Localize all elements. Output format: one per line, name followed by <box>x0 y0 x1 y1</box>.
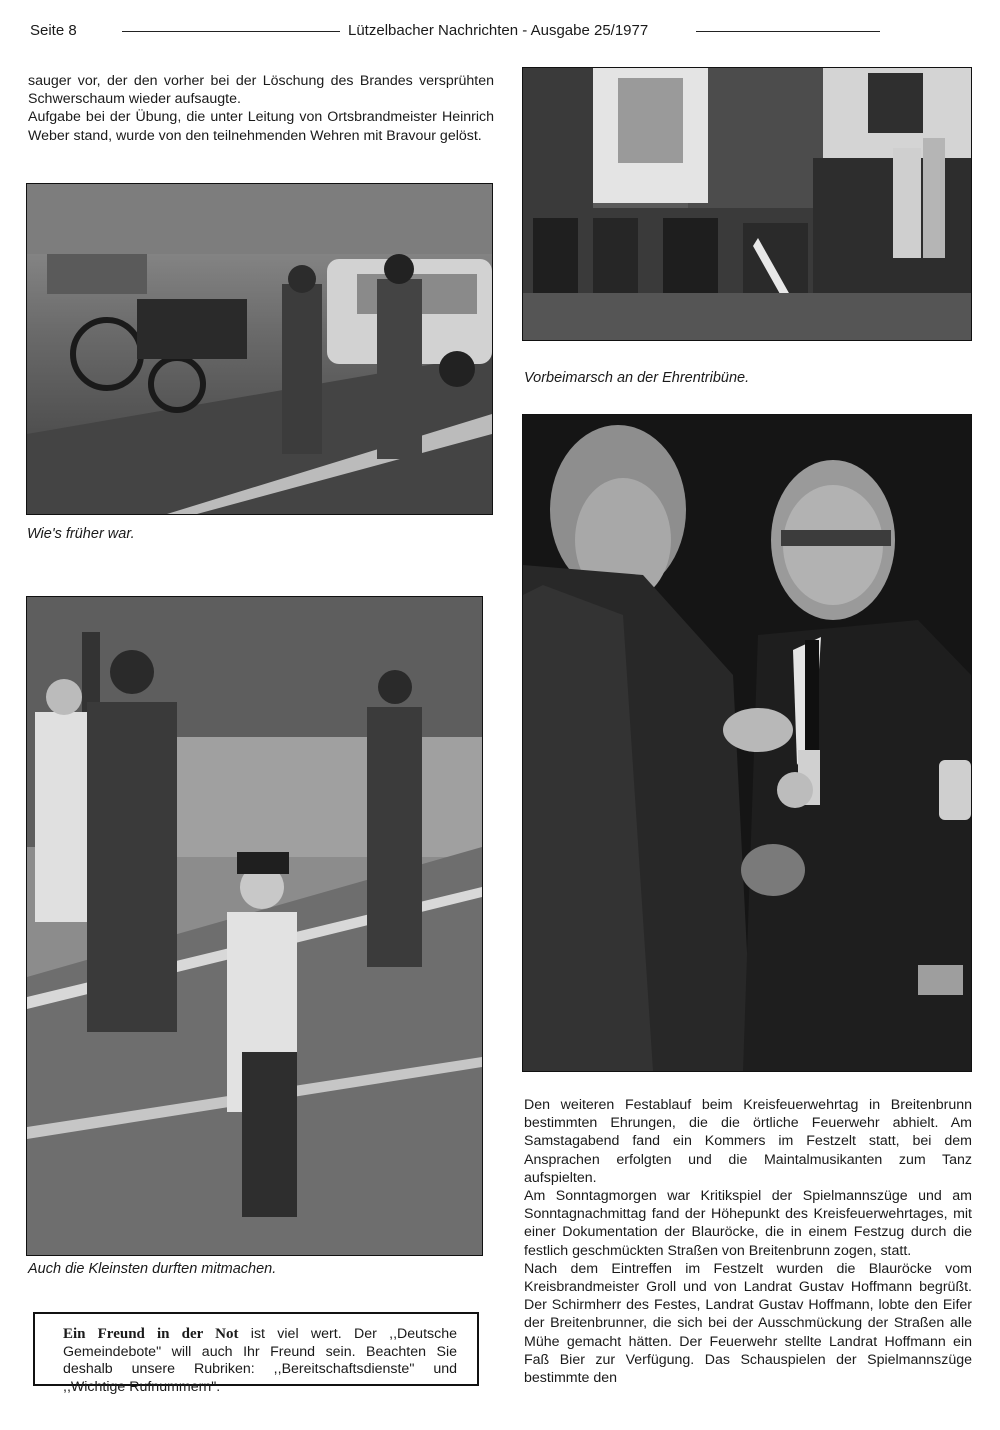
header-rule-right <box>696 31 880 32</box>
photo-children-marching <box>26 596 483 1256</box>
notice-box <box>33 1312 479 1395</box>
notice-body: ist viel wert. Der ,,Deutsche Gemeindebote" will auch Ihr Freund sein. Beachten Sie deshalb unsere Rubriken: ,,Bereitschaftsdienste" und ,,Wichtige Rufnummern". <box>63 1326 457 1395</box>
photo-parade-honor-stand <box>522 67 972 341</box>
photo3-caption: Vorbeimarsch an der Ehrentribüne. <box>524 370 750 386</box>
notice-lead: Ein Freund in der Not <box>63 1326 239 1342</box>
newspaper-title: Lützelbacher Nachrichten - Ausgabe 25/1977 <box>348 22 649 39</box>
photo-children-marching-image <box>27 597 482 1255</box>
photo1-caption: Wie's früher war. <box>27 526 135 542</box>
paragraph: sauger vor, der den vorher bei der Löschung des Brandes versprühten Schwerschaum wieder aufsaugte. <box>28 73 494 108</box>
paragraph: Aufgabe bei der Übung, die unter Leitung von Ortsbrandmeister Heinrich Weber stand, wurde von den teilnehmenden Wehren mit Bravour gelöst. <box>28 109 494 144</box>
photo-award-ceremony-image <box>523 415 971 1071</box>
right-article-text <box>524 1096 972 1387</box>
paragraph: Am Sonntagmorgen war Kritikspiel der Spielmannszüge und am Sonntagnachmittag fand der Höhepunkt des Kreisfeuerwehrtages, mit einer Dokumentation der Blauröcke, die in einem Festzug durch die festlich geschmückten Straßen von Breitenbrunn zogen, statt. <box>524 1188 972 1259</box>
notice-text <box>63 1326 457 1396</box>
paragraph: Nach dem Eintreffen im Festzelt wurden die Blauröcke vom Kreisbrandmeister Groll und von Landrat Gustav Hoffmann begrüßt. Der Schirmherr des Festes, Landrat Gustav Hoffmann, lobte den Eifer der Breitenbrunner, die sich bei der Ausschmückung der Straßen alle Mühe gemacht hätten. Der Feuerwehr stellte Landrat Hoffmann ein Faß Bier zur Verfügung. Das Schauspielen der Spielmannszüge bestimmte den <box>524 1260 972 1387</box>
page-header <box>30 20 880 42</box>
photo-old-fire-cart-image <box>27 184 492 514</box>
page-number: Seite 8 <box>30 22 77 39</box>
photo-old-fire-cart <box>26 183 493 515</box>
left-intro-text <box>28 72 494 145</box>
photo-parade-honor-stand-image <box>523 68 971 340</box>
header-rule-left <box>122 31 340 32</box>
photo-award-ceremony <box>522 414 972 1072</box>
paragraph: Den weiteren Festablauf beim Kreisfeuerwehrtag in Breitenbrunn bestimmten Ehrungen, die die örtliche Feuerwehr abhielt. Am Samstagabend fand ein Kommers im Festzelt statt, bei dem Ansprachen erfolgten und die Maintalmusikanten zum Tanz aufspielten. <box>524 1097 972 1186</box>
photo2-caption: Auch die Kleinsten durften mitmachen. <box>28 1261 277 1277</box>
